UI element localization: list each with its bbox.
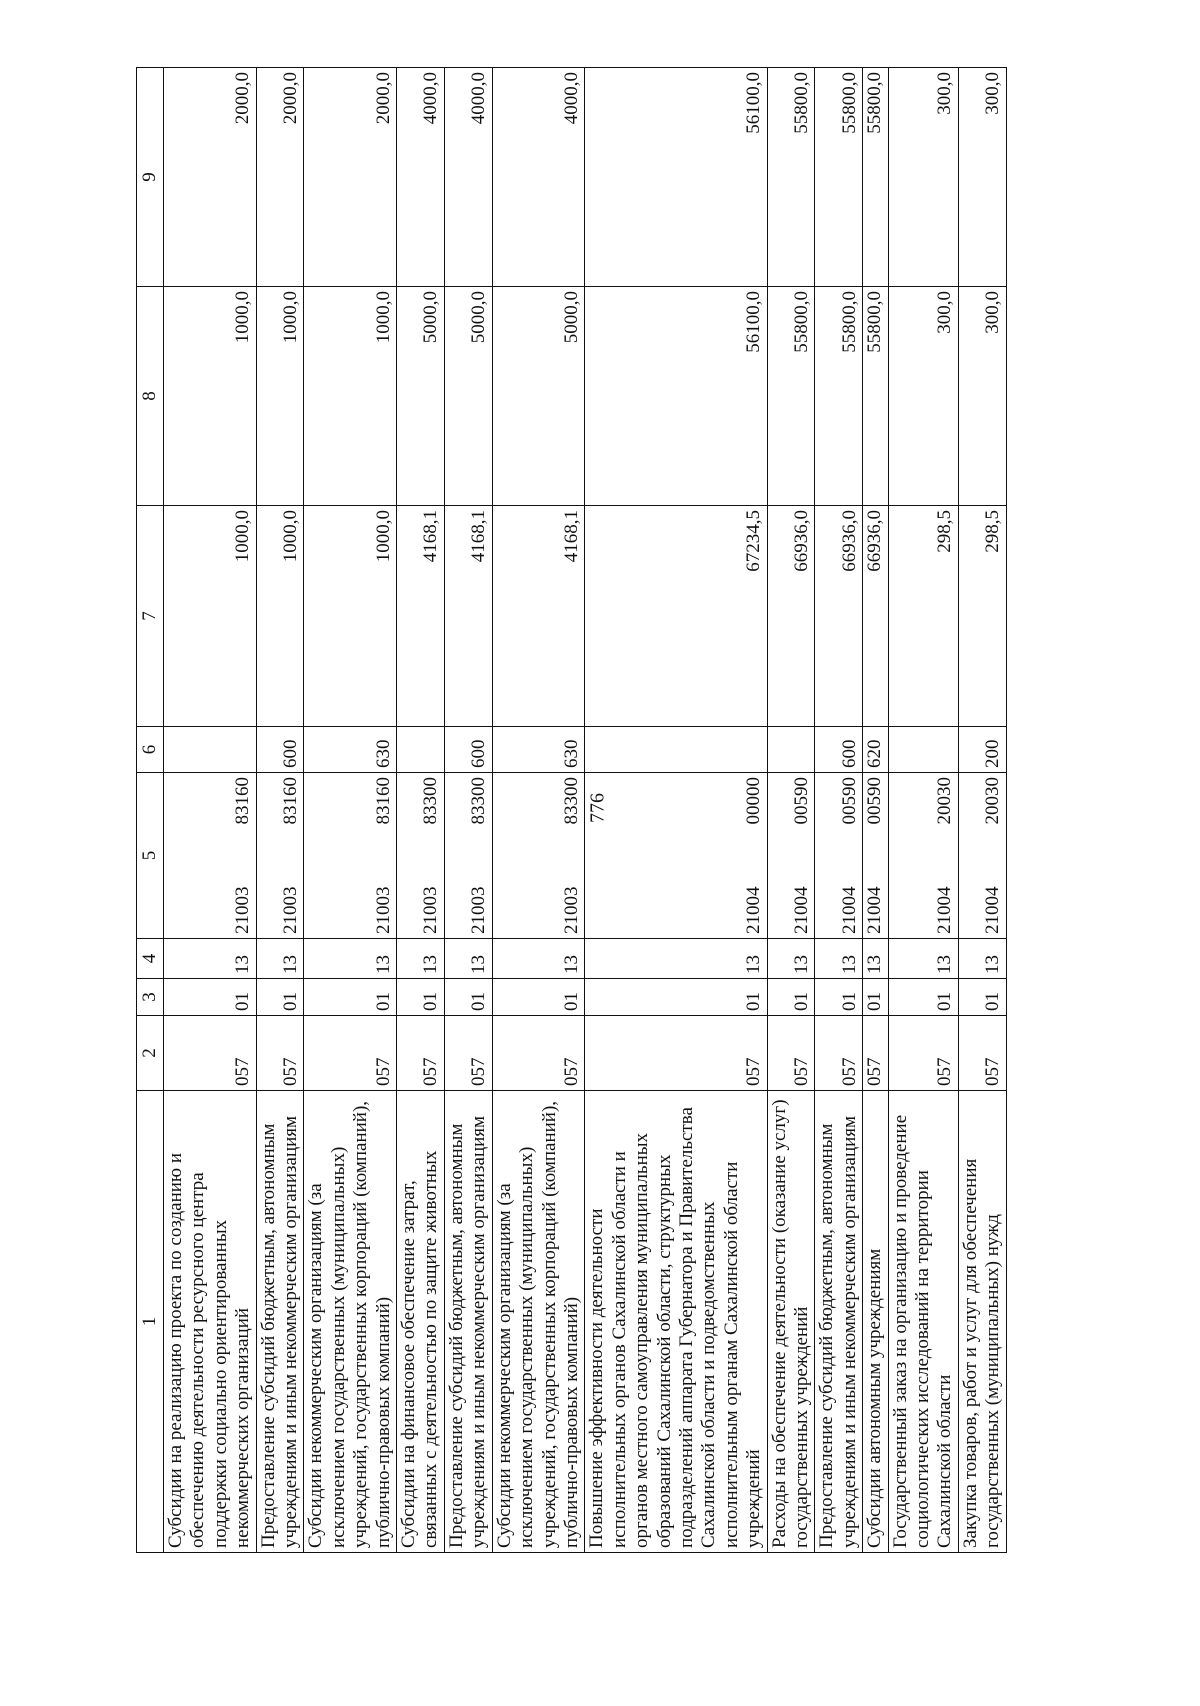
table-row xyxy=(444,68,492,1553)
row-col-2: 057 xyxy=(767,1016,815,1091)
row-col-6: 630 xyxy=(304,727,397,773)
budget-table xyxy=(136,67,1007,1553)
col-header-9: 9 xyxy=(137,68,164,287)
row-col-9: 55800,0 xyxy=(767,68,815,287)
row-col-9: 55800,0 xyxy=(863,68,888,287)
row-name: Закупка товаров, работ и услуг для обеспечения государственных (муниципальных) нужд xyxy=(958,1091,1006,1553)
row-col-4: 13 xyxy=(256,939,304,979)
row-col-5 xyxy=(304,773,397,939)
row-col-2: 057 xyxy=(585,1016,767,1091)
row-col-6: 620 xyxy=(863,727,888,773)
row-col-2: 057 xyxy=(888,1016,958,1091)
row-col-8: 5000,0 xyxy=(444,287,492,506)
row-col-7: 298,5 xyxy=(958,506,1006,727)
row-name: Предоставление субсидий бюджетным, автономным учреждениям и иным некоммерческим организациям xyxy=(256,1091,304,1553)
row-col-6: 630 xyxy=(492,727,585,773)
col-header-7: 7 xyxy=(137,506,164,727)
target-code-part-2: 83160 xyxy=(372,777,394,825)
row-col-5 xyxy=(863,773,888,939)
table-row xyxy=(815,68,863,1553)
row-col-4: 13 xyxy=(304,939,397,979)
row-col-8: 1000,0 xyxy=(164,287,257,506)
target-code-part-1: 21003 xyxy=(372,886,394,934)
row-col-2: 057 xyxy=(444,1016,492,1091)
row-col-3: 01 xyxy=(767,979,815,1016)
target-code-part-2: 20030 xyxy=(982,777,1004,825)
target-code xyxy=(743,777,765,934)
row-col-4: 13 xyxy=(164,939,257,979)
target-code-part-1: 21003 xyxy=(280,886,302,934)
row-col-5 xyxy=(444,773,492,939)
row-col-2: 057 xyxy=(256,1016,304,1091)
page-number: 776 xyxy=(586,793,609,823)
row-col-4: 13 xyxy=(492,939,585,979)
row-name: Субсидии некоммерческим организациям (за исключением государственных (муниципальных) учреждений, государственных корпораций (компаний), публично-правовых компаний) xyxy=(304,1091,397,1553)
row-col-8: 55800,0 xyxy=(815,287,863,506)
col-header-2: 2 xyxy=(137,1016,164,1091)
target-code-part-1: 21004 xyxy=(838,886,860,934)
row-col-8: 55800,0 xyxy=(767,287,815,506)
col-header-8: 8 xyxy=(137,287,164,506)
row-col-7: 66936,0 xyxy=(863,506,888,727)
table-row xyxy=(863,68,888,1553)
row-col-5 xyxy=(767,773,815,939)
row-col-3: 01 xyxy=(397,979,445,1016)
table-row xyxy=(585,68,767,1553)
row-name: Субсидии некоммерческим организациям (за исключением государственных (муниципальных) учреждений, государственных корпораций (компаний), публично-правовых компаний) xyxy=(492,1091,585,1553)
row-col-3: 01 xyxy=(958,979,1006,1016)
row-col-4: 13 xyxy=(767,939,815,979)
target-code-part-1: 21003 xyxy=(560,886,582,934)
row-col-5 xyxy=(492,773,585,939)
header-row xyxy=(137,68,164,1553)
row-col-2: 057 xyxy=(397,1016,445,1091)
row-col-9: 56100,0 xyxy=(585,68,767,287)
row-col-7: 1000,0 xyxy=(304,506,397,727)
row-col-4: 13 xyxy=(397,939,445,979)
row-col-4: 13 xyxy=(585,939,767,979)
row-name: Предоставление субсидий бюджетным, автономным учреждениям и иным некоммерческим организациям xyxy=(444,1091,492,1553)
row-name: Государственный заказ на организацию и проведение социологических исследований на территории Сахалинской области xyxy=(888,1091,958,1553)
row-col-7: 4168,1 xyxy=(444,506,492,727)
target-code xyxy=(839,777,861,934)
row-col-5 xyxy=(164,773,257,939)
table-row xyxy=(256,68,304,1553)
row-col-6: 200 xyxy=(958,727,1006,773)
table-row xyxy=(888,68,958,1553)
col-header-5: 5 xyxy=(137,773,164,939)
row-col-6: 600 xyxy=(444,727,492,773)
row-col-2: 057 xyxy=(492,1016,585,1091)
target-code-part-2: 20030 xyxy=(934,777,956,825)
row-col-7: 298,5 xyxy=(888,506,958,727)
row-col-8: 56100,0 xyxy=(585,287,767,506)
target-code xyxy=(791,777,813,934)
table-row xyxy=(767,68,815,1553)
row-col-9: 55800,0 xyxy=(815,68,863,287)
row-col-7: 4168,1 xyxy=(492,506,585,727)
row-name: Расходы на обеспечение деятельности (оказание услуг) государственных учреждений xyxy=(767,1091,815,1553)
row-name: Субсидии автономным учреждениям xyxy=(863,1091,888,1553)
table-row xyxy=(164,68,257,1553)
table-body xyxy=(164,68,1007,1553)
target-code xyxy=(864,777,886,934)
row-col-2: 057 xyxy=(958,1016,1006,1091)
table-row xyxy=(958,68,1006,1553)
target-code-part-1: 21004 xyxy=(790,886,812,934)
row-col-9: 2000,0 xyxy=(164,68,257,287)
target-code-part-2: 83160 xyxy=(280,777,302,825)
target-code-part-2: 83300 xyxy=(420,777,442,825)
target-code xyxy=(420,777,442,934)
target-code xyxy=(373,777,395,934)
target-code-part-2: 83160 xyxy=(232,777,254,825)
target-code-part-2: 83300 xyxy=(560,777,582,825)
row-col-3: 01 xyxy=(492,979,585,1016)
target-code-part-1: 21004 xyxy=(864,886,886,934)
row-name: Повышение эффективности деятельности исполнительных органов Сахалинской области и органов местного самоуправления муниципальных образований Сахалинской области, структурных подразделений аппарата Губернатора и Правительства Сахалинской области и подведомственных исполнительным органам Сахалинской области учреждений xyxy=(585,1091,767,1553)
row-col-3: 01 xyxy=(304,979,397,1016)
target-code-part-2: 00000 xyxy=(743,777,765,825)
col-header-4: 4 xyxy=(137,939,164,979)
target-code xyxy=(280,777,302,934)
col-header-1: 1 xyxy=(137,1091,164,1553)
target-code-part-1: 21003 xyxy=(468,886,490,934)
row-col-4: 13 xyxy=(958,939,1006,979)
target-code xyxy=(934,777,956,934)
target-code-part-2: 00590 xyxy=(864,777,886,825)
row-col-3: 01 xyxy=(863,979,888,1016)
col-header-3: 3 xyxy=(137,979,164,1016)
row-col-8: 300,0 xyxy=(888,287,958,506)
row-col-5 xyxy=(815,773,863,939)
row-col-8: 5000,0 xyxy=(397,287,445,506)
row-col-6 xyxy=(164,727,257,773)
rotated-table-wrapper xyxy=(136,68,1200,1553)
row-col-6 xyxy=(767,727,815,773)
row-col-3: 01 xyxy=(888,979,958,1016)
row-col-6 xyxy=(397,727,445,773)
row-col-3: 01 xyxy=(815,979,863,1016)
target-code-part-1: 21004 xyxy=(982,886,1004,934)
row-col-8: 55800,0 xyxy=(863,287,888,506)
table-row xyxy=(492,68,585,1553)
target-code-part-1: 21003 xyxy=(420,886,442,934)
row-col-5 xyxy=(585,773,767,939)
target-code xyxy=(468,777,490,934)
row-col-9: 300,0 xyxy=(888,68,958,287)
row-col-9: 4000,0 xyxy=(444,68,492,287)
row-col-7: 66936,0 xyxy=(815,506,863,727)
row-col-9: 4000,0 xyxy=(492,68,585,287)
row-col-4: 13 xyxy=(444,939,492,979)
row-col-3: 01 xyxy=(164,979,257,1016)
row-col-5 xyxy=(397,773,445,939)
row-col-4: 13 xyxy=(863,939,888,979)
row-col-3: 01 xyxy=(444,979,492,1016)
target-code-part-1: 21003 xyxy=(232,886,254,934)
row-col-5 xyxy=(958,773,1006,939)
row-name: Субсидии на финансовое обеспечение затрат, связанных с деятельностью по защите животных xyxy=(397,1091,445,1553)
table-row xyxy=(304,68,397,1553)
row-col-8: 5000,0 xyxy=(492,287,585,506)
row-col-2: 057 xyxy=(304,1016,397,1091)
target-code xyxy=(561,777,583,934)
row-col-7: 1000,0 xyxy=(164,506,257,727)
row-col-8: 1000,0 xyxy=(256,287,304,506)
row-col-2: 057 xyxy=(815,1016,863,1091)
row-col-3: 01 xyxy=(585,979,767,1016)
row-col-7: 67234,5 xyxy=(585,506,767,727)
table-row xyxy=(397,68,445,1553)
row-col-9: 2000,0 xyxy=(304,68,397,287)
row-col-6: 600 xyxy=(256,727,304,773)
row-name: Субсидии на реализацию проекта по созданию и обеспечению деятельности ресурсного центра поддержки социально ориентированных некоммерческих организаций xyxy=(164,1091,257,1553)
row-col-9: 4000,0 xyxy=(397,68,445,287)
row-col-5 xyxy=(256,773,304,939)
target-code-part-2: 00590 xyxy=(790,777,812,825)
row-name: Предоставление субсидий бюджетным, автономным учреждениям и иным некоммерческим организациям xyxy=(815,1091,863,1553)
row-col-3: 01 xyxy=(256,979,304,1016)
target-code xyxy=(982,777,1004,934)
row-col-9: 2000,0 xyxy=(256,68,304,287)
row-col-9: 300,0 xyxy=(958,68,1006,287)
target-code-part-1: 21004 xyxy=(934,886,956,934)
target-code xyxy=(232,777,254,934)
col-header-6: 6 xyxy=(137,727,164,773)
row-col-6 xyxy=(585,727,767,773)
row-col-6 xyxy=(888,727,958,773)
row-col-8: 1000,0 xyxy=(304,287,397,506)
row-col-8: 300,0 xyxy=(958,287,1006,506)
target-code-part-1: 21004 xyxy=(743,886,765,934)
row-col-4: 13 xyxy=(815,939,863,979)
row-col-5 xyxy=(888,773,958,939)
target-code-part-2: 83300 xyxy=(468,777,490,825)
row-col-7: 66936,0 xyxy=(767,506,815,727)
row-col-7: 4168,1 xyxy=(397,506,445,727)
row-col-2: 057 xyxy=(863,1016,888,1091)
row-col-2: 057 xyxy=(164,1016,257,1091)
target-code-part-2: 00590 xyxy=(838,777,860,825)
row-col-6: 600 xyxy=(815,727,863,773)
row-col-4: 13 xyxy=(888,939,958,979)
row-col-7: 1000,0 xyxy=(256,506,304,727)
